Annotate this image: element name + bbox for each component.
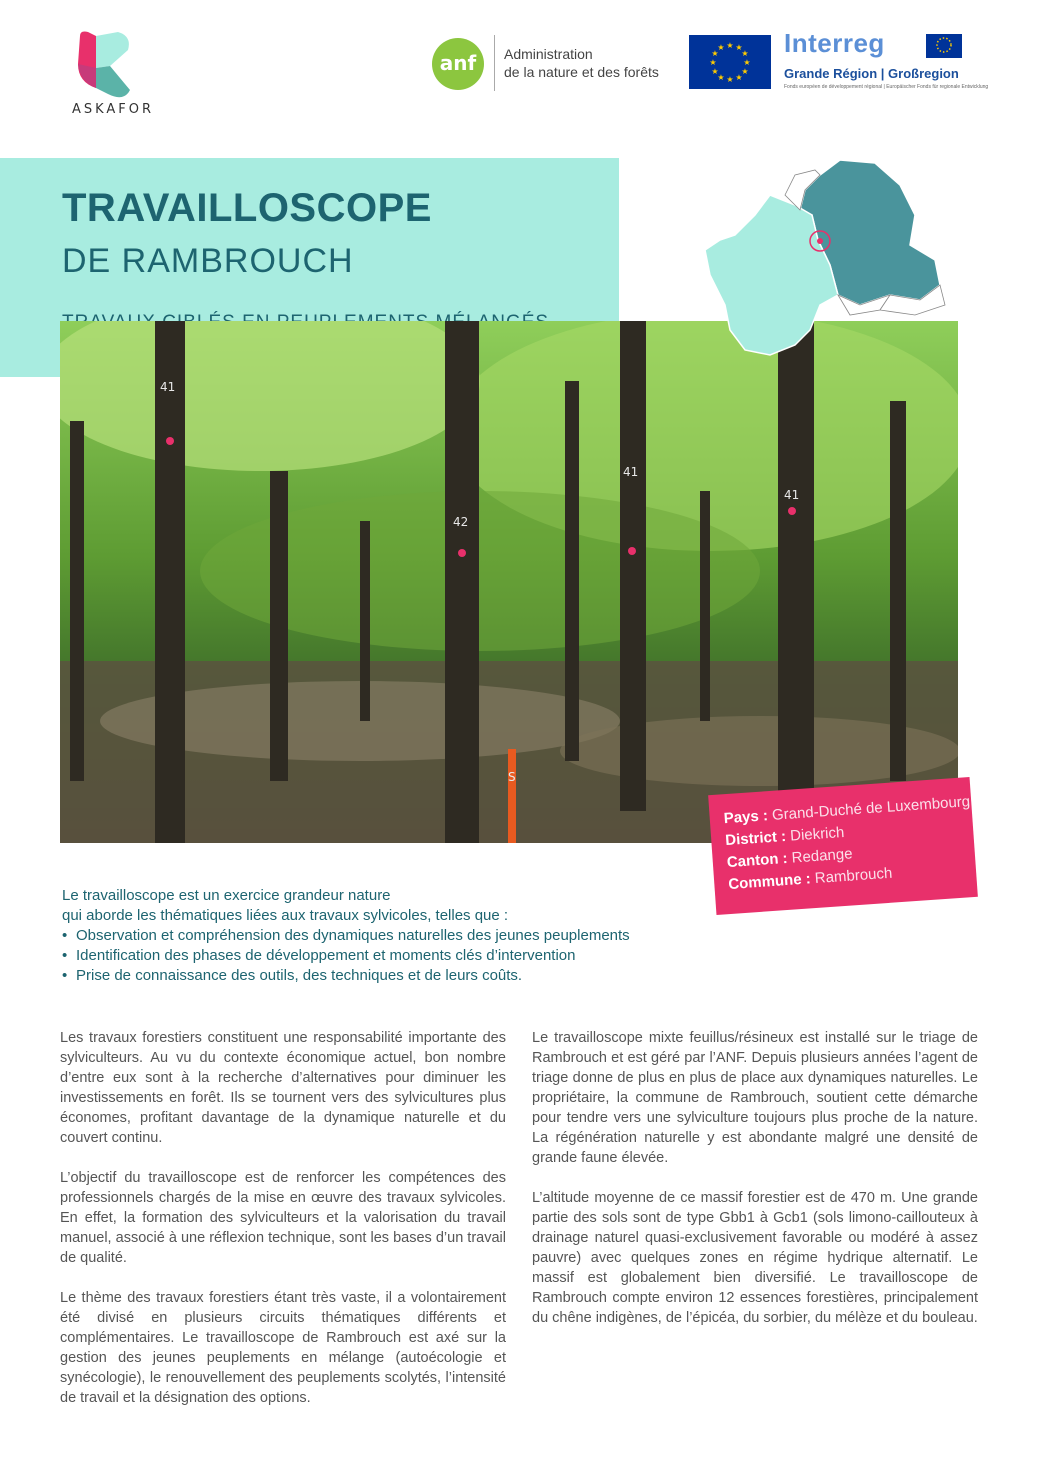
intro-line-2: qui aborde les thématiques liées aux travaux sylvicoles, telles que : — [62, 907, 509, 924]
location-map — [700, 155, 950, 370]
info-pays — [723, 793, 970, 827]
body-paragraph: Le thème des travaux forestiers étant très vaste, il a volontairement été divisé en plusieurs circuits thématiques différents et complémentaires. Le travailloscope de Rambrouch est axé sur la gestion des jeunes peuplements en mélange (autoécologie et synécologie), le renouvellement des peuplements scolytés, l’intensité de travail et la désignation des options. — [60, 1290, 506, 1406]
photo-tree-label: 42 — [453, 515, 469, 529]
info-commune-label: Commune : — [727, 870, 812, 894]
info-canton-label: Canton : — [726, 849, 789, 872]
info-pays-label: Pays : — [723, 807, 769, 828]
forest-photo — [60, 321, 958, 843]
body-paragraph: Le travailloscope mixte feuillus/résineux est installé sur le triage de Rambrouch et est géré par l’ANF. Depuis plusieurs années l’agent de triage donne de plus en plus de place aux dynamiques naturelles. Le propriétaire, la commune de Rambrouch, soutient cette démarche pour tendre vers une sylviculture toujours plus proche de la nature. La régénération naturelle y est abondante malgré une densité de grande faune élevée. — [532, 1030, 978, 1166]
svg-text:★: ★ — [741, 67, 749, 76]
info-canton — [726, 845, 853, 871]
svg-text:★: ★ — [743, 58, 751, 67]
interreg-wordmark: Interreg — [784, 28, 885, 58]
interreg-eu-flag-icon — [926, 34, 962, 58]
svg-text:★: ★ — [735, 73, 743, 82]
askafor-logo — [58, 30, 168, 122]
photo-stake-label: S — [508, 770, 516, 784]
intro-bullet: • Observation et compréhension des dynamiques naturelles des jeunes peuplements — [62, 926, 682, 946]
askafor-wordmark: ASKAFOR — [71, 102, 155, 117]
intro-section — [62, 886, 682, 986]
svg-text:★: ★ — [717, 73, 725, 82]
svg-text:★: ★ — [711, 67, 719, 76]
anf-text — [504, 45, 659, 81]
page-title: TRAVAILLOSCOPE — [62, 186, 432, 230]
svg-text:★: ★ — [726, 41, 734, 50]
info-canton-value: Redange — [786, 845, 854, 867]
svg-text:★: ★ — [709, 58, 717, 67]
anf-line-2: de la nature et des forêts — [504, 64, 659, 80]
svg-text:★: ★ — [711, 49, 719, 58]
info-pays-value: Grand-Duché de Luxembourg — [767, 793, 971, 825]
anf-logo — [432, 35, 672, 91]
anf-line-1: Administration — [504, 46, 593, 62]
intro-bullet-list — [62, 926, 682, 986]
intro-bullet: • Prise de connaissance des outils, des techniques et de leurs coûts. — [62, 966, 682, 986]
svg-text:★: ★ — [726, 75, 734, 84]
body-paragraph: L’objectif du travailloscope est de renforcer les compétences des professionnels chargés de la mise en œuvre des travaux sylvicoles. En effet, la formation des sylviculteurs et la valorisation du travail manuel, associé à une réflexion technique, sont les bases d’un travail de qualité. — [60, 1170, 506, 1266]
intro-line-1: Le travailloscope est un exercice grandeur nature — [62, 887, 391, 904]
body-column-left — [60, 1028, 506, 1428]
svg-text:★: ★ — [717, 43, 725, 52]
svg-text:★: ★ — [741, 49, 749, 58]
interreg-region: Grande Région | Großregion — [784, 66, 959, 81]
body-column-right — [532, 1028, 978, 1348]
photo-tree-label: 41 — [160, 380, 176, 394]
anf-mark: anf — [432, 38, 484, 90]
intro-bullet: • Identification des phases de développement et moments clés d’intervention — [62, 946, 682, 966]
interreg-logo — [784, 28, 989, 92]
photo-tree-label: 41 — [623, 465, 639, 479]
askafor-k-icon — [58, 30, 168, 102]
anf-divider — [494, 35, 495, 91]
eu-flag-icon — [689, 35, 771, 89]
svg-text:★: ★ — [735, 43, 743, 52]
info-district — [725, 824, 845, 849]
page-subtitle: DE RAMBROUCH — [62, 242, 354, 280]
info-district-label: District : — [724, 827, 787, 850]
info-district-value: Diekrich — [785, 823, 845, 845]
map-location-dot — [817, 238, 823, 244]
location-info-box — [708, 777, 978, 915]
body-paragraph: Les travaux forestiers constituent une responsabilité importante des sylviculteurs. Au vu du contexte économique actuel, bon nombre d’entre eux sont à la recherche d’alternatives pour diminuer les investissements en forêt. Ils se tournent vers des sylvicultures plus économes, profitant davantage de la dynamique naturelle et du couvert continu. — [60, 1030, 506, 1146]
body-paragraph: L’altitude moyenne de ce massif forestier est de 470 m. Une grande partie des sols sont de type Gbb1 à Gcb1 (sols limono-caillouteux à drainage naturel quasi-exclusivement favorable ou modéré à assez pauvre) avec quelques zones en régime hydrique alternatif. Le massif est globalement bien diversifié. Le travailloscope de Rambrouch compte environ 12 essences forestières, principalement du chêne indigènes, de l’épicéa, du sorbier, du mélèze et du bouleau. — [532, 1190, 978, 1326]
info-commune-value: Rambrouch — [810, 864, 893, 888]
interreg-fine-print: Fonds européen de développement régional | Europäischer Fonds für regionale Entwicklung — [784, 84, 989, 90]
photo-tree-label: 41 — [784, 488, 800, 502]
